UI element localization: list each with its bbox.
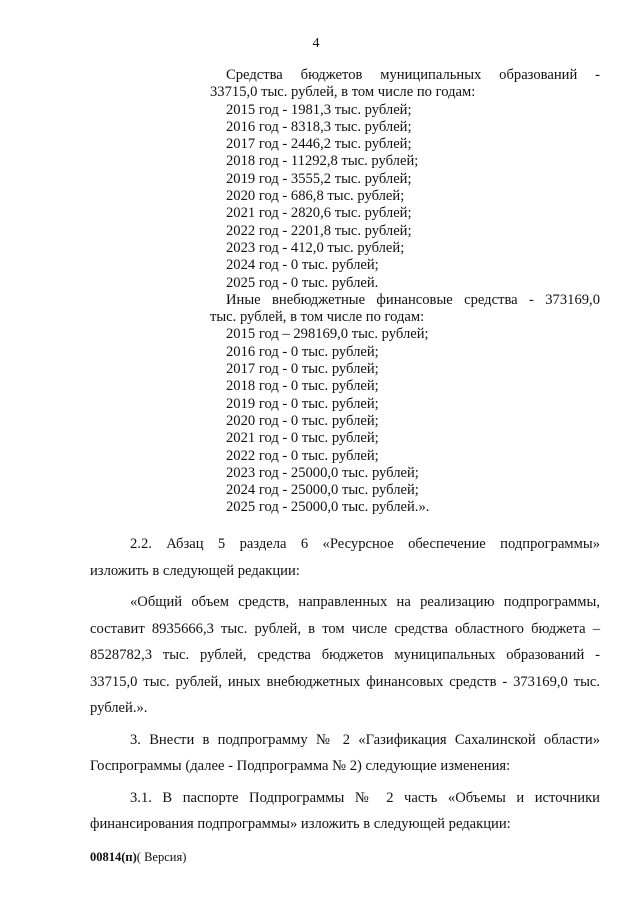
document-version: ( Версия) [136, 850, 187, 864]
municipal-year-2017: 2017 год - 2446,2 тыс. рублей; [226, 136, 412, 153]
municipal-year-2020: 2020 год - 686,8 тыс. рублей; [226, 188, 405, 205]
funding-passport-block [210, 67, 600, 517]
paragraph-3-line-2: Госпрограммы (далее - Подпрограмма № 2) следующие изменения: [90, 758, 511, 774]
municipal-intro-line-1: Средства бюджетов муниципальных образований - [226, 67, 600, 83]
municipal-year-2021: 2021 год - 2820,6 тыс. рублей; [226, 205, 412, 222]
municipal-year-2016: 2016 год - 8318,3 тыс. рублей; [226, 118, 412, 135]
quote-line-4: 33715,0 тыс. рублей, иных внебюджетных финансовых средств - 373169,0 тыс. [90, 673, 600, 690]
document-code: 00814(п) [90, 850, 137, 864]
paragraph-2-2-line-1: 2.2. Абзац 5 раздела 6 «Ресурсное обеспечение подпрограммы» [130, 536, 600, 552]
quote-line-3: 8528782,3 тыс. рублей, средства бюджетов муниципальных образований - [90, 647, 600, 663]
main-text-body [90, 531, 600, 838]
municipal-intro-line-2: 33715,0 тыс. рублей, в том числе по годам: [210, 84, 476, 101]
paragraph-3-1-line-2: финансирования подпрограммы» изложить в следующей редакции: [90, 816, 511, 832]
municipal-year-2024: 2024 год - 0 тыс. рублей; [226, 257, 379, 274]
extra-year-2020: 2020 год - 0 тыс. рублей; [226, 412, 379, 429]
extra-year-2018: 2018 год - 0 тыс. рублей; [226, 378, 379, 395]
extra-year-2016: 2016 год - 0 тыс. рублей; [226, 343, 379, 360]
extra-intro-line-2: тыс. рублей, в том числе по годам: [210, 309, 425, 326]
extra-year-2021: 2021 год - 0 тыс. рублей; [226, 430, 379, 447]
paragraph-3-line-1: 3. Внести в подпрограмму № 2 «Газификация Сахалинской области» [130, 731, 600, 748]
extra-year-2023: 2023 год - 25000,0 тыс. рублей; [226, 464, 419, 481]
extra-year-2017: 2017 год - 0 тыс. рублей; [226, 361, 379, 378]
quote-line-2: составит 8935666,3 тыс. рублей, в том числе средства областного бюджета – [90, 620, 600, 637]
municipal-year-2015: 2015 год - 1981,3 тыс. рублей; [226, 101, 412, 118]
municipal-year-2023: 2023 год - 412,0 тыс. рублей; [226, 239, 405, 256]
extra-year-2022: 2022 год - 0 тыс. рублей; [226, 447, 379, 464]
municipal-year-2022: 2022 год - 2201,8 тыс. рублей; [226, 222, 412, 239]
document-footer [90, 850, 186, 865]
extra-intro-line-1: Иные внебюджетные финансовые средства - 373169,0 [226, 291, 600, 308]
quote-line-5: рублей.». [90, 700, 148, 716]
municipal-year-2025: 2025 год - 0 тыс. рублей. [226, 274, 379, 291]
paragraph-3-1-line-1: 3.1. В паспорте Подпрограммы № 2 часть «Объемы и источники [130, 789, 600, 806]
municipal-year-2018: 2018 год - 11292,8 тыс. рублей; [226, 153, 419, 170]
paragraph-2-2-line-2: изложить в следующей редакции: [90, 562, 300, 579]
page-number: 4 [312, 36, 320, 51]
extra-year-2019: 2019 год - 0 тыс. рублей; [226, 395, 379, 412]
municipal-year-2019: 2019 год - 3555,2 тыс. рублей; [226, 170, 412, 187]
quote-line-1: «Общий объем средств, направленных на реализацию подпрограммы, [130, 594, 600, 610]
extra-year-2024: 2024 год - 25000,0 тыс. рублей; [226, 482, 419, 499]
extra-year-2015: 2015 год – 298169,0 тыс. рублей; [226, 326, 429, 343]
extra-year-2025: 2025 год - 25000,0 тыс. рублей.». [226, 499, 430, 516]
